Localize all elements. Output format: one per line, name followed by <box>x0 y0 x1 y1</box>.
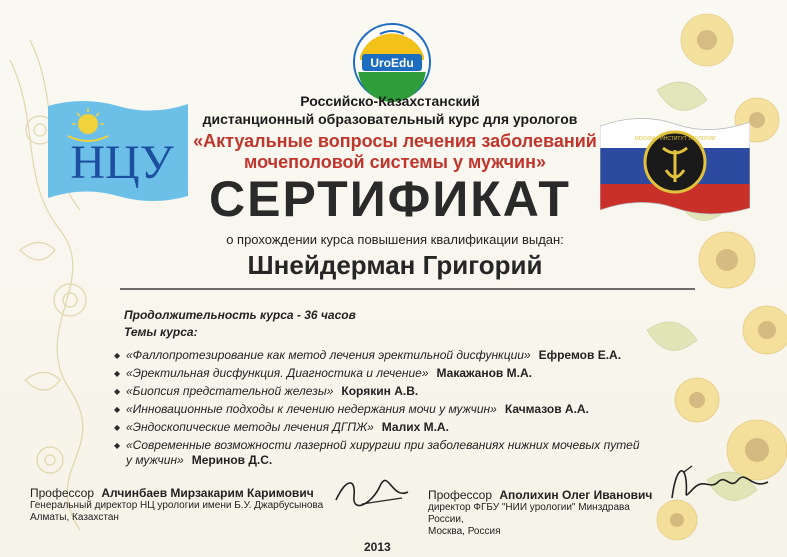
topic-item <box>114 420 674 435</box>
ru-emblem-text: МОСКВА · ИНСТИТУТ УРОЛОГИИ <box>634 136 716 142</box>
topic-author: Качмазов А.А. <box>504 402 589 416</box>
course-title-line-1: «Актуальные вопросы лечения заболеваний <box>193 131 597 151</box>
topic-title: «Инновационные подходы к лечению недержания мочи у мужчин» <box>126 402 497 416</box>
certificate-year: 2013 <box>364 540 391 554</box>
topic-title: «Биопсия предстательной железы» <box>126 384 334 398</box>
signer-left-location: Алматы, Казахстан <box>30 512 119 523</box>
signer-right-title: Профессор <box>428 488 493 502</box>
course-title-line-2: мочеполовой системы у мужчин» <box>244 152 546 172</box>
organizer-line-2: дистанционный образовательный курс для урологов <box>202 111 578 127</box>
signer-right-location: Москва, Россия <box>428 526 501 537</box>
topic-item <box>114 384 674 399</box>
topic-item <box>114 402 674 417</box>
signer-left-title: Профессор <box>30 486 95 500</box>
course-duration: Продолжительность курса - 36 часов <box>124 308 356 322</box>
recipient-name: Шнейдерман Григорий <box>247 250 543 280</box>
signer-right-position: директор ФГБУ "НИИ урологии" Минздрава России, <box>428 502 630 525</box>
signer-right-name: Аполихин Олег Иванович <box>499 488 653 502</box>
divider-line <box>120 288 695 290</box>
signature-right-icon <box>664 460 774 504</box>
ncu-emblem-text: НЦУ <box>70 136 174 189</box>
topic-author: Корякин А.В. <box>341 384 419 398</box>
topics-list <box>114 348 674 471</box>
topic-item <box>114 438 646 468</box>
topic-title: «Эректильная дисфункция. Диагностика и лечение» <box>126 366 429 380</box>
organizer-line-1: Российско-Казахстанский <box>300 93 480 109</box>
topic-author: Меринов Д.С. <box>191 453 273 467</box>
topic-title: «Эндоскопические методы лечения ДГПЖ» <box>126 420 374 434</box>
topic-author: Ефремов Е.А. <box>538 348 622 362</box>
topic-author: Малих М.А. <box>381 420 449 434</box>
signer-left-name: Алчинбаев Мирзакарим Каримович <box>101 486 314 500</box>
floral-ornament-left <box>0 0 140 557</box>
topic-item <box>114 348 674 363</box>
signer-left-position: Генеральный директор НЦ урологии имени Б.У. Джарбусынова <box>30 500 324 511</box>
certificate-subtitle: о прохождении курса повышения квалификации выдан: <box>226 232 564 247</box>
topic-title: «Современные возможности лазерной хирургии при заболеваниях нижних мочевых путей у мужчин» <box>126 438 640 467</box>
logo-text: UroEdu <box>370 56 414 70</box>
topic-title: «Фаллопротезирование как метод лечения эректильной дисфункции» <box>126 348 531 362</box>
topic-author: Макажанов М.А. <box>436 366 532 380</box>
certificate-title: СЕРТИФИКАТ <box>209 171 571 227</box>
topics-heading: Темы курса: <box>124 325 198 339</box>
topic-item <box>114 366 674 381</box>
signature-block-right <box>428 488 668 538</box>
signature-left-icon <box>332 474 412 510</box>
signature-block-left <box>30 486 350 524</box>
